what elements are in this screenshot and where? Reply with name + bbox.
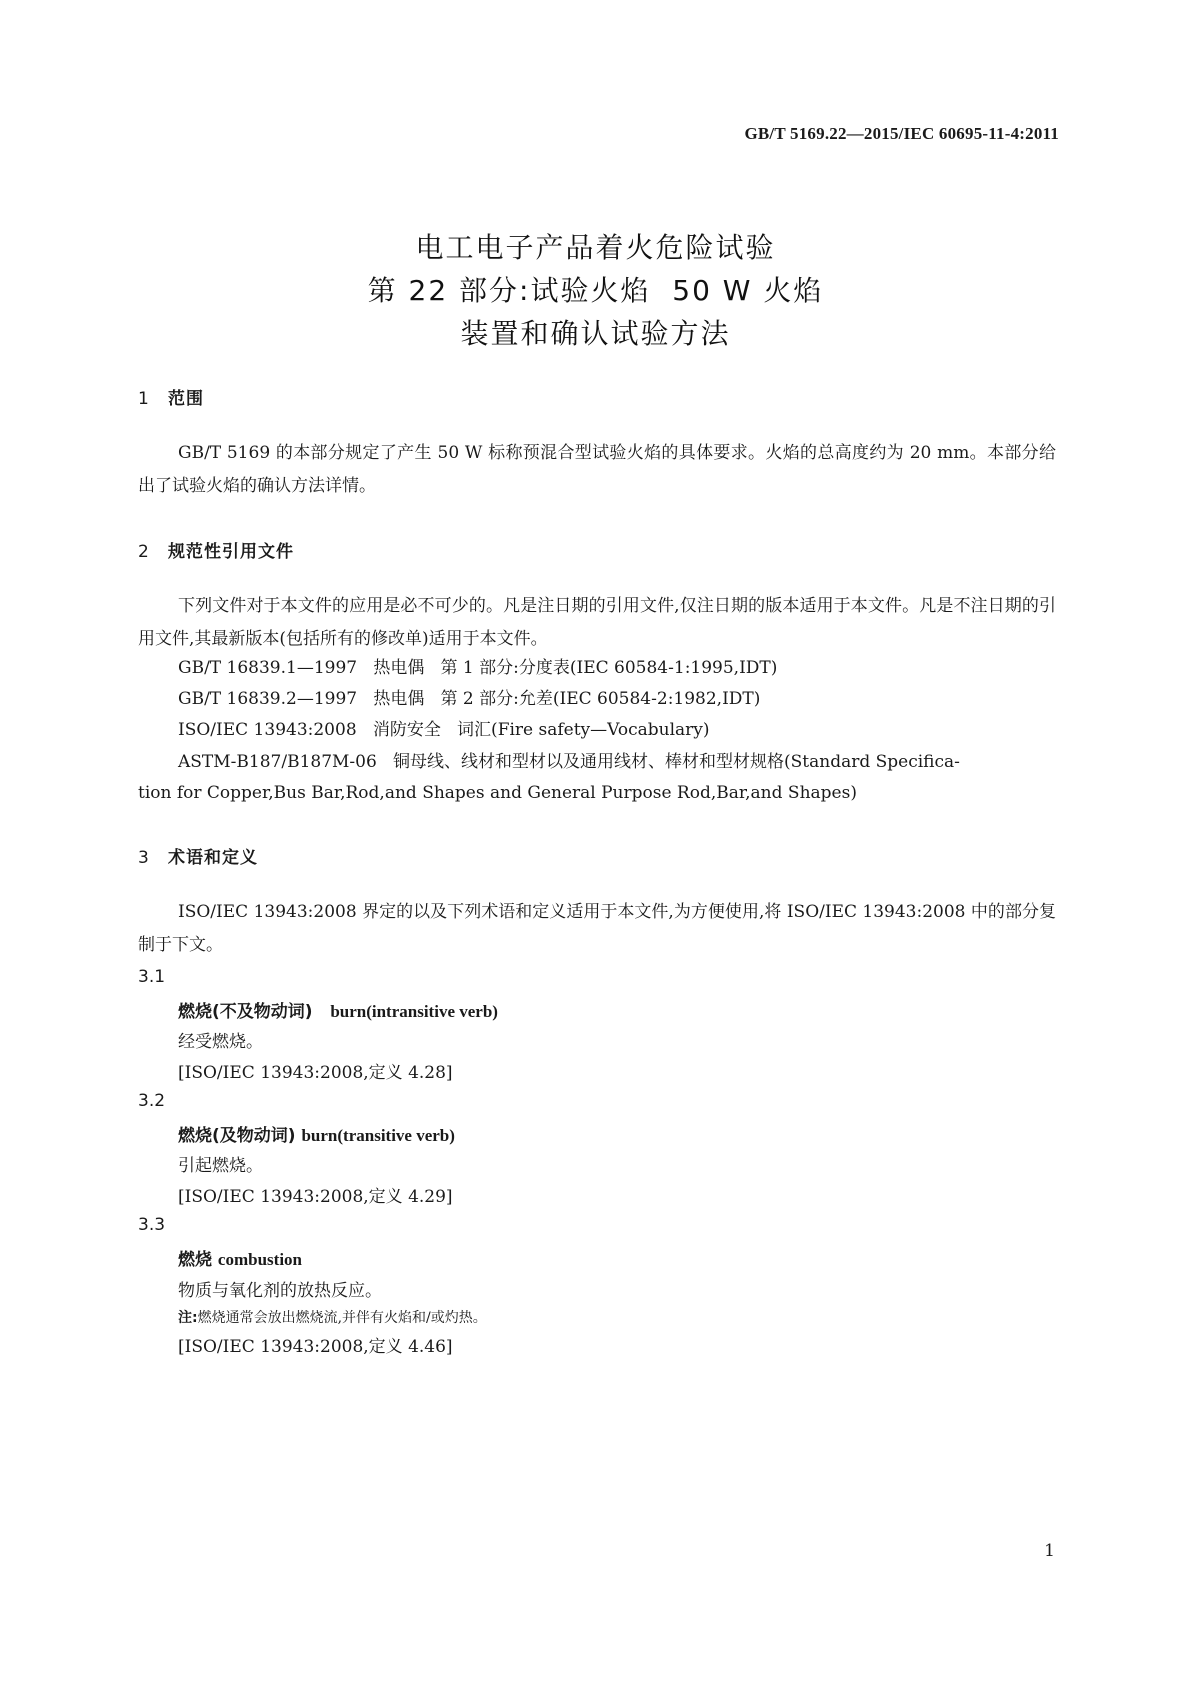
term-cn: 燃烧(及物动词) — [178, 1126, 296, 1146]
term-entry — [178, 1121, 455, 1146]
note-text: 燃烧通常会放出燃烧流,并伴有火焰和/或灼热。 — [197, 1310, 487, 1326]
term-definition: 引起燃烧。 — [178, 1156, 263, 1176]
reference-item: GB/T 16839.2—1997 热电偶 第 2 部分:允差(IEC 60584-2:1982,IDT) — [178, 689, 761, 709]
section-3-heading — [138, 843, 258, 868]
note-label: 注: — [178, 1310, 198, 1326]
term-definition: 经受燃烧。 — [178, 1032, 263, 1052]
term-entry — [178, 1245, 302, 1270]
term-en: burn(intransitive verb) — [330, 1002, 498, 1021]
reference-item-astm-line-1: ASTM-B187/B187M-06 铜母线、线材和型材以及通用线材、棒材和型材规格(Standard Specifica- — [178, 752, 960, 772]
reference-item: ISO/IEC 13943:2008 消防安全 词汇(Fire safety—Vocabulary) — [178, 720, 710, 740]
section-1-heading — [138, 384, 204, 409]
term-cn: 燃烧 — [178, 1250, 212, 1270]
section-1-text: GB/T 5169 的本部分规定了产生 50 W 标称预混合型试验火焰的具体要求。火焰的总高度约为 20 mm。本部分给出了试验火焰的确认方法详情。 — [138, 443, 1056, 496]
section-2-number: 2 — [138, 542, 150, 562]
term-number: 3.1 — [138, 967, 166, 987]
section-3-title: 术语和定义 — [168, 848, 258, 868]
title-line-3: 装置和确认试验方法 — [460, 317, 731, 350]
section-3-number: 3 — [138, 848, 150, 868]
title-line-2: 第 22 部分:试验火焰 50 W 火焰 — [367, 274, 824, 307]
term-number: 3.2 — [138, 1091, 166, 1111]
section-1-title: 范围 — [168, 389, 204, 409]
term-number: 3.3 — [138, 1215, 166, 1235]
term-source: [ISO/IEC 13943:2008,定义 4.46] — [178, 1337, 453, 1357]
page-number: 1 — [1044, 1541, 1055, 1561]
term-en: combustion — [217, 1250, 302, 1269]
section-1-number: 1 — [138, 389, 150, 409]
term-definition: 物质与氧化剂的放热反应。 — [178, 1281, 382, 1301]
title-line-1: 电工电子产品着火危险试验 — [415, 231, 776, 264]
reference-item: GB/T 16839.1—1997 热电偶 第 1 部分:分度表(IEC 60584-1:1995,IDT) — [178, 658, 778, 678]
section-3-intro: ISO/IEC 13943:2008 界定的以及下列术语和定义适用于本文件,为方便使用,将 ISO/IEC 13943:2008 中的部分复制于下文。 — [138, 902, 1056, 955]
section-2-title: 规范性引用文件 — [168, 542, 294, 562]
term-entry — [178, 997, 498, 1022]
reference-item-astm-line-2: tion for Copper,Bus Bar,Rod,and Shapes and General Purpose Rod,Bar,and Shapes) — [138, 783, 857, 803]
term-en: burn(transitive verb) — [301, 1126, 455, 1145]
document-title — [0, 226, 1191, 355]
section-2-heading — [138, 537, 294, 562]
term-note — [178, 1307, 487, 1327]
term-source: [ISO/IEC 13943:2008,定义 4.29] — [178, 1187, 453, 1207]
term-source: [ISO/IEC 13943:2008,定义 4.28] — [178, 1063, 453, 1083]
standard-number-header: GB/T 5169.22—2015/IEC 60695-11-4:2011 — [744, 124, 1059, 143]
term-cn: 燃烧(不及物动词) — [178, 1002, 313, 1022]
section-2-intro: 下列文件对于本文件的应用是必不可少的。凡是注日期的引用文件,仅注日期的版本适用于本文件。凡是不注日期的引用文件,其最新版本(包括所有的修改单)适用于本文件。 — [138, 596, 1056, 649]
